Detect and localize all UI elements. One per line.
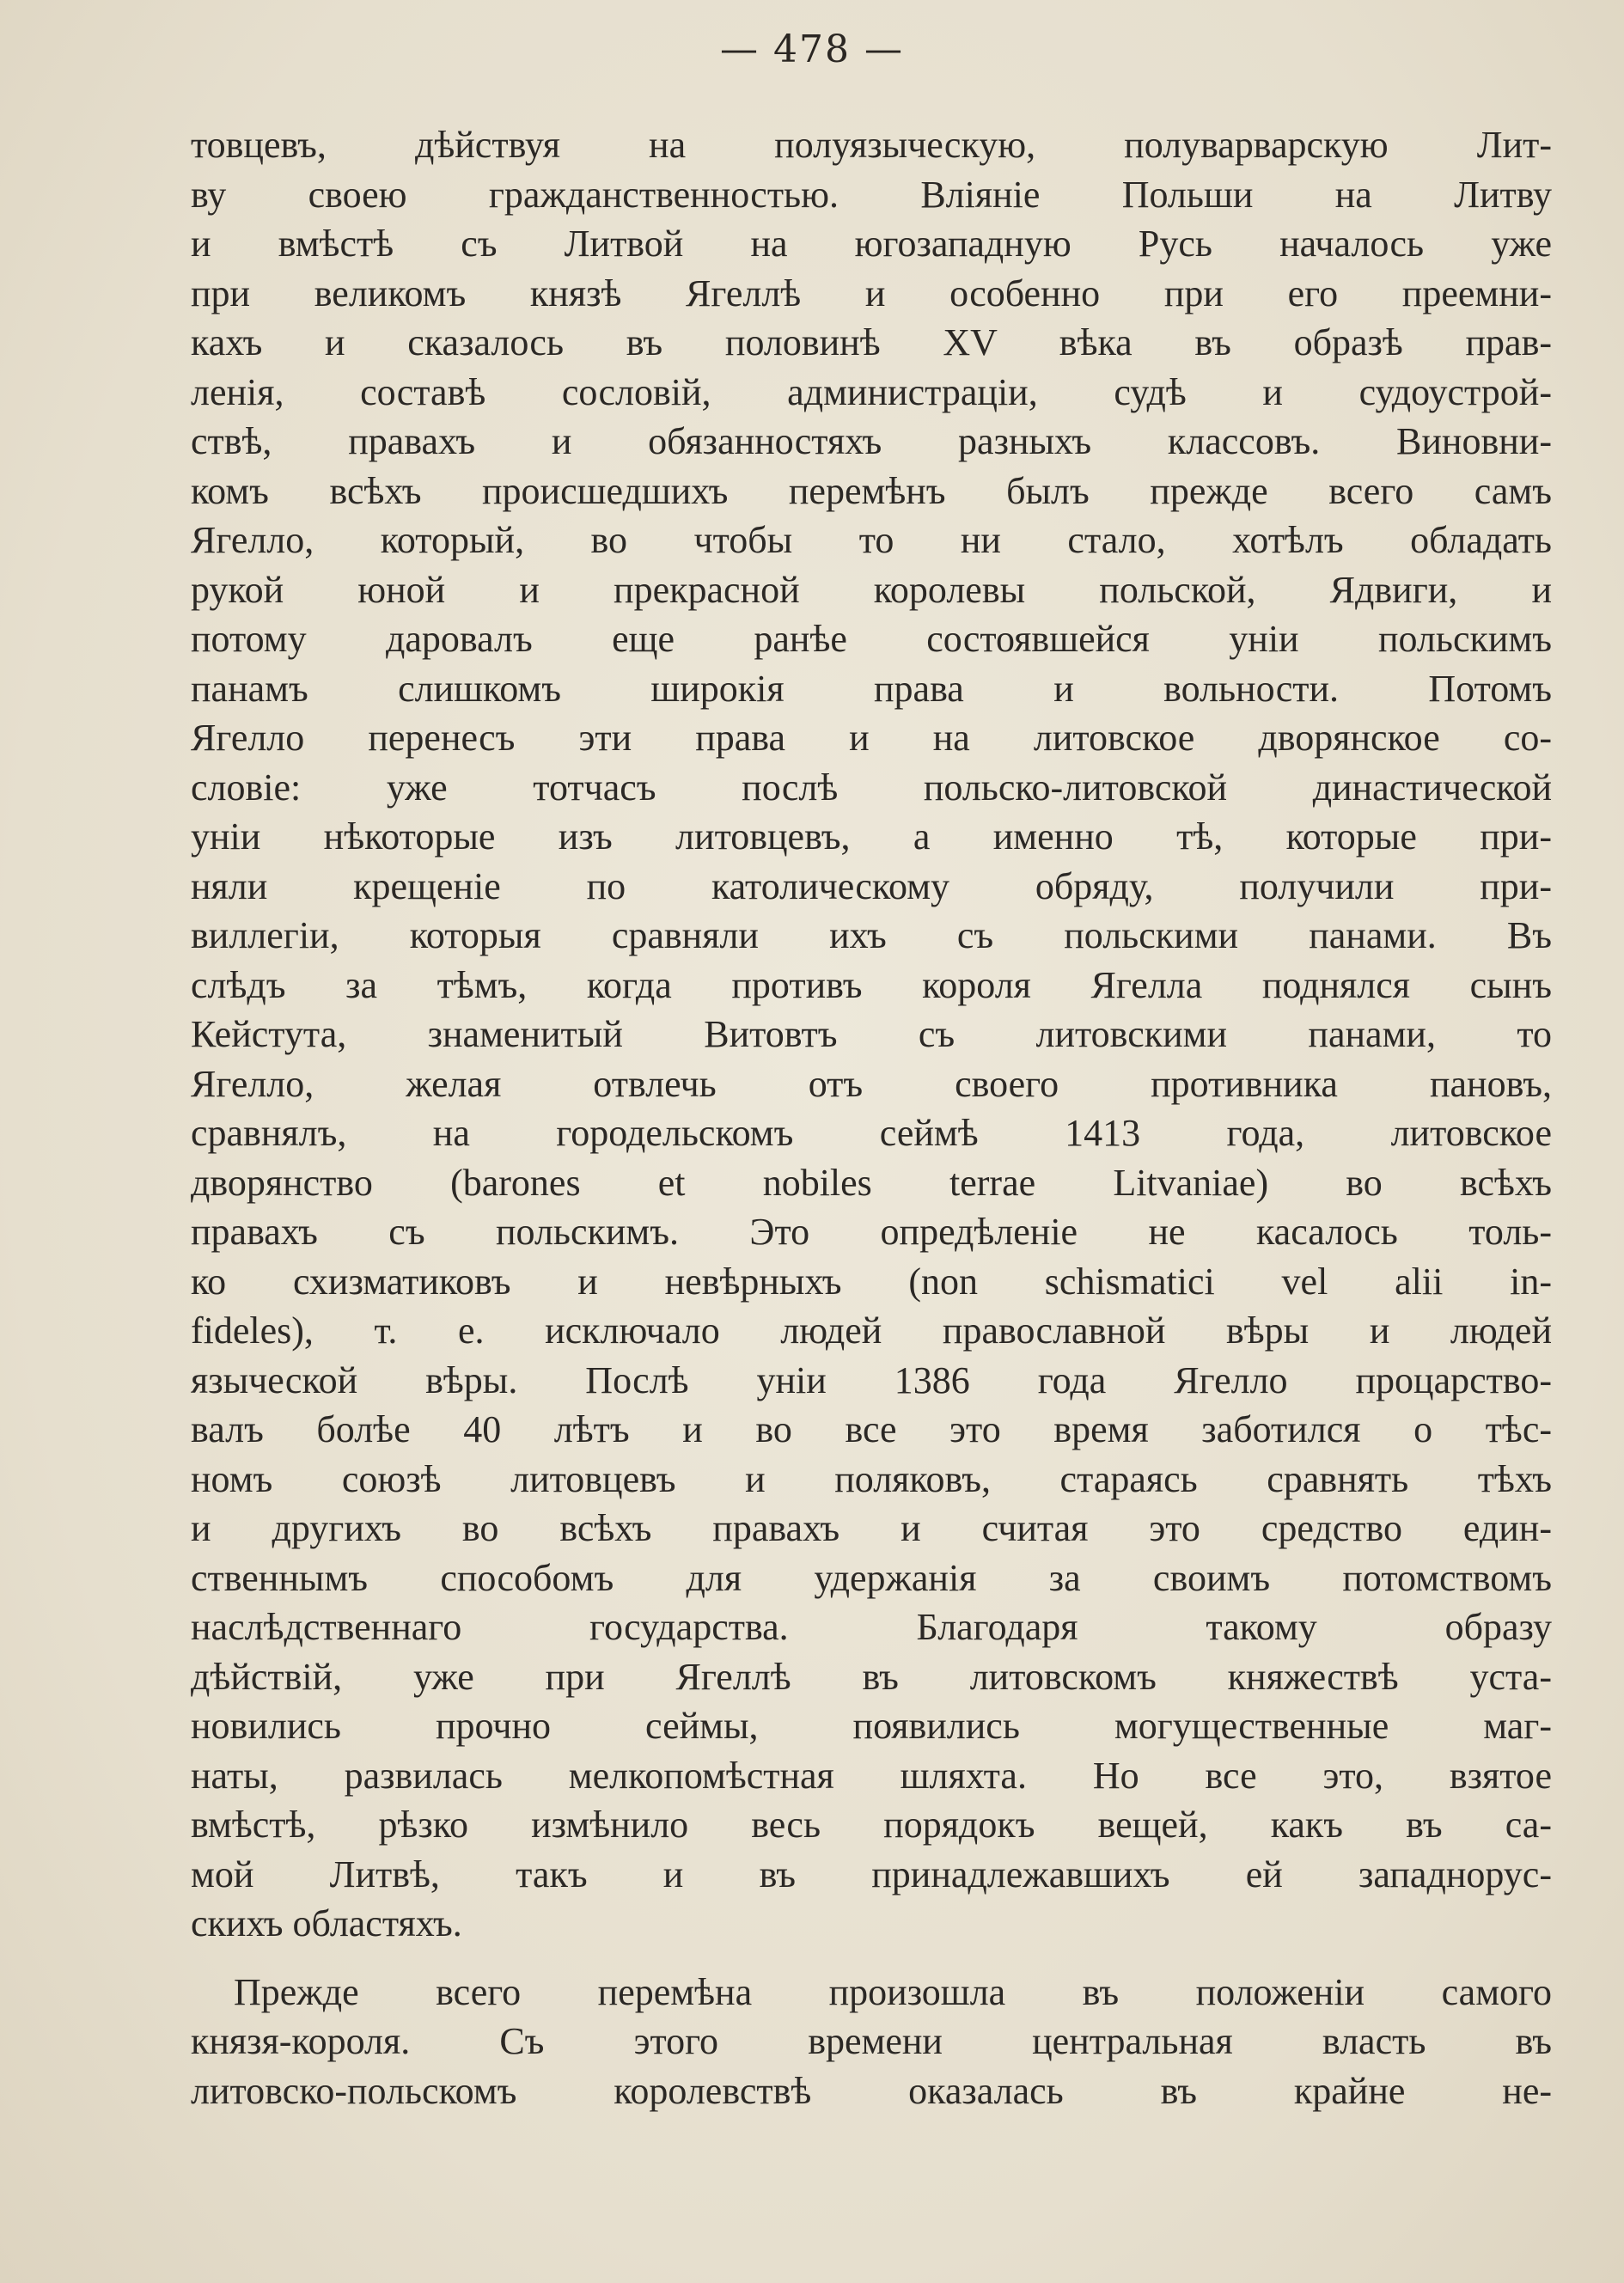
text-line: наты, развилась мелкопомѣстная шляхта. Но все это, взятое	[191, 1754, 1552, 1797]
text-line: комъ всѣхъ происшедшихъ перемѣнъ былъ прежде всего самъ	[191, 469, 1552, 512]
text-line: и другихъ во всѣхъ правахъ и считая это средство един-	[191, 1507, 1552, 1549]
text-line: слѣдъ за тѣмъ, когда противъ короля Ягелла поднялся сынъ	[191, 963, 1552, 1006]
text-line: литовско-польскомъ королевствѣ оказалась въ крайне не-	[191, 2069, 1552, 2112]
text-line: ву своею гражданственностью. Вліяніе Польши на Литву	[191, 173, 1552, 216]
text-line: князя-короля. Съ этого времени центральная власть въ	[191, 2020, 1552, 2062]
text-line: сравнялъ, на городельскомъ сеймѣ 1413 года, литовское	[191, 1112, 1552, 1154]
text-line: fideles), т. е. исключало людей православной вѣры и людей	[191, 1309, 1552, 1352]
text-line: товцевъ, дѣйствуя на полуязыческую, полуварварскую Лит-	[191, 124, 1552, 166]
paragraph-2	[191, 1968, 1552, 2116]
text-line: Прежде всего перемѣна произошла въ положеніи самого	[234, 1970, 1552, 2013]
text-line: Кейстута, знаменитый Витовтъ съ литовскими панами, то	[191, 1013, 1552, 1055]
page-number: — 478 —	[720, 27, 904, 71]
text-line: рукой юной и прекрасной королевы польской, Ядвиги, и	[191, 568, 1552, 611]
text-line: ственнымъ способомъ для удержанія за своимъ потомствомъ	[191, 1556, 1552, 1599]
text-line: правахъ съ польскимъ. Это опредѣленіе не касалось толь-	[191, 1211, 1552, 1253]
paragraph-gap	[191, 1949, 1552, 1968]
text-line: виллегіи, которыя сравняли ихъ съ польскими панами. Въ	[191, 914, 1552, 956]
text-line: и вмѣстѣ съ Литвой на югозападную Русь началось уже	[191, 223, 1552, 265]
text-line: панамъ слишкомъ широкія права и вольности. Потомъ	[191, 667, 1552, 710]
text-line: дѣйствій, уже при Ягеллѣ въ литовскомъ княжествѣ уста-	[191, 1655, 1552, 1698]
text-line: потому даровалъ еще ранѣе состоявшейся уніи польскимъ	[191, 618, 1552, 660]
text-line: наслѣдственнаго государства. Благодаря такому образу	[191, 1606, 1552, 1648]
text-line: мой Литвѣ, такъ и въ принадлежавшихъ ей западнорус-	[191, 1853, 1552, 1895]
text-line: валъ болѣе 40 лѣтъ и во все это время заботился о тѣс-	[191, 1408, 1552, 1450]
text-line: Ягелло перенесъ эти права и на литовское дворянское со-	[191, 717, 1552, 759]
text-line: ствѣ, правахъ и обязанностяхъ разныхъ классовъ. Виновни-	[191, 420, 1552, 462]
text-line: вмѣстѣ, рѣзко измѣнило весь порядокъ вещей, какъ въ са-	[191, 1804, 1552, 1846]
text-line: скихъ областяхъ.	[191, 1902, 462, 1944]
body-text	[191, 120, 1552, 2115]
text-line: номъ союзѣ литовцевъ и поляковъ, стараясь сравнять тѣхъ	[191, 1457, 1552, 1500]
text-line: языческой вѣры. Послѣ уніи 1386 года Ягелло процарство-	[191, 1358, 1552, 1401]
text-line: ленія, составѣ сословій, администраціи, судѣ и судоустрой-	[191, 370, 1552, 413]
text-line: няли крещеніе по католическому обряду, получили при-	[191, 864, 1552, 907]
text-line: новились прочно сеймы, появились могущественные маг-	[191, 1705, 1552, 1747]
text-line: кахъ и сказалось въ половинѣ XV вѣка въ образѣ прав-	[191, 321, 1552, 363]
text-line: при великомъ князѣ Ягеллѣ и особенно при его преемни-	[191, 272, 1552, 314]
paragraph-1	[191, 120, 1552, 1949]
text-line: Ягелло, который, во чтобы то ни стало, хотѣлъ обладать	[191, 519, 1552, 561]
text-line: Ягелло, желая отвлечь отъ своего противника пановъ,	[191, 1062, 1552, 1105]
text-line: ко схизматиковъ и невѣрныхъ (non schismatici vel alii in-	[191, 1260, 1552, 1303]
text-line: дворянство (barones et nobiles terrae Litvaniae) во всѣхъ	[191, 1161, 1552, 1204]
text-line: уніи нѣкоторые изъ литовцевъ, а именно тѣ, которые при-	[191, 815, 1552, 858]
text-line: словіе: уже тотчасъ послѣ польско-литовской династической	[191, 766, 1552, 809]
